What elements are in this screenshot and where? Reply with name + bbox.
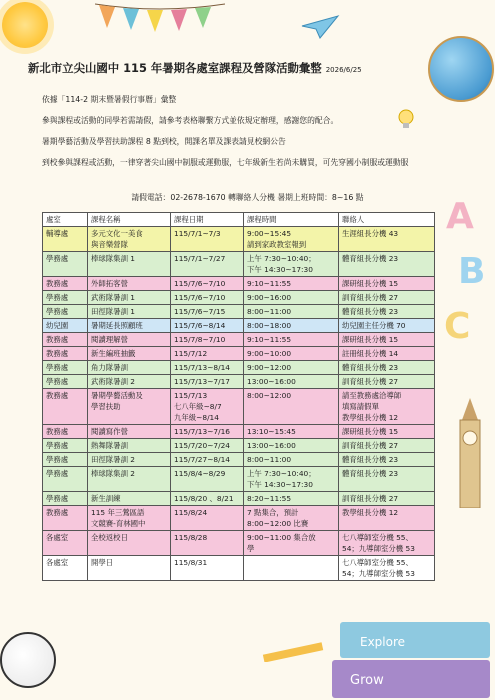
date-cell [171,227,244,252]
cell-line: 9:10~11:55 [247,279,292,288]
date-cell [171,277,244,291]
contact-cell [339,361,435,375]
time-cell [244,506,339,531]
cell-line: 115/7/20~7/24 [174,441,230,450]
contact-cell [339,252,435,277]
time-cell [244,439,339,453]
abc-letters-icon [438,188,495,358]
cell-line: 體育組長分機 23 [342,455,399,464]
cell-line: 閱讀寫作營 [91,427,128,436]
contact-cell [339,319,435,333]
cell-line: 體育組長分機 23 [342,363,399,372]
cell-line: 七八年級~8/7 [174,402,222,411]
table-row [43,319,435,333]
paragraph-leave-notice: 參與課程或活動的同學若需請假，請參考表格聯繫方式並依規定辦理，感謝您的配合。 [42,116,339,125]
contact-cell [339,492,435,506]
office-cell [43,492,88,506]
cell-line: 8:00~18:00 [247,321,292,330]
office-cell [43,291,88,305]
course-cell [88,439,171,453]
contact-cell [339,227,435,252]
cell-line: 與音樂營隊 [91,240,128,249]
office-cell [43,347,88,361]
time-cell [244,291,339,305]
cell-line: 學務處 [46,363,69,372]
header-office: 處室 [43,213,88,227]
cell-line: 下午 14:30~17:30 [247,480,313,489]
time-cell [244,227,339,252]
course-cell [88,291,171,305]
cell-line: 115/7/1~7/27 [174,254,226,263]
date-cell [171,333,244,347]
date-cell [171,319,244,333]
office-cell [43,277,88,291]
course-cell [88,506,171,531]
page-title [28,60,468,76]
office-cell [43,375,88,389]
cell-line: 填寫請假單 [342,402,379,411]
cell-line: 熱舞隊暑訓 [91,441,128,450]
cell-line: 請到家政教室報到 [247,240,307,249]
course-cell [88,305,171,319]
cell-line: 115/8/24 [174,508,208,517]
cell-line: 新生訓練 [91,494,121,503]
time-cell [244,333,339,347]
table-row [43,453,435,467]
time-cell [244,305,339,319]
cell-line: 教學組長分機 12 [342,508,399,517]
cell-line: 115/8/4~8/29 [174,469,226,478]
title-text: 新北市立尖山國中 115 年暑期各處室課程及營隊活動彙整 [28,61,322,75]
course-cell [88,361,171,375]
cell-line: 學務處 [46,455,69,464]
cell-line: 暑期學藝活動及 [91,391,143,400]
course-cell [88,333,171,347]
table-row [43,361,435,375]
cell-line: 各處室 [46,533,69,542]
date-cell [171,252,244,277]
contact-cell [339,333,435,347]
paragraph-uniform: 到校參與課程或活動，一律穿著尖山國中制服或運動服，七年級新生若尚未購買，可先穿國小制服或運動服 [42,158,409,167]
contact-cell [339,439,435,453]
cell-line: 全校返校日 [91,533,128,542]
time-cell [244,492,339,506]
cell-line: 13:00~16:00 [247,377,296,386]
cell-line: 115/7/12 [174,349,208,358]
cell-line: 課研組長分機 15 [342,427,399,436]
time-cell [244,556,339,581]
table-row [43,333,435,347]
cell-line: 7 點集合，預計 [247,508,299,517]
office-cell [43,506,88,531]
cell-line: 教務處 [46,279,69,288]
cell-line: 教學組長分機 12 [342,413,399,422]
cell-line: 訓育組長分機 27 [342,494,399,503]
cell-line: 幼兒園主任分機 70 [342,321,406,330]
cell-line: 七八導師室分機 55、 [342,558,413,567]
cell-line: 學習扶助 [91,402,121,411]
cell-line: 閱讀理解營 [91,335,128,344]
date-cell [171,305,244,319]
cell-line: 115/7/6~7/10 [174,293,226,302]
time-cell [244,375,339,389]
cell-line: 幼兒園 [46,321,69,330]
cell-line: 課研組長分機 15 [342,335,399,344]
table-row [43,467,435,492]
date-cell [171,453,244,467]
cell-line: 115/7/6~7/10 [174,279,226,288]
table-row [43,347,435,361]
cell-line: 輔導處 [46,229,69,238]
cell-line: 115/7/1~7/3 [174,229,221,238]
date-cell [171,531,244,556]
cell-line: 棒球隊集訓 2 [91,469,136,478]
cell-line: 115/7/13~7/16 [174,427,230,436]
contact-cell [339,305,435,319]
contact-cell [339,506,435,531]
office-cell [43,425,88,439]
cell-line: 教務處 [46,508,69,517]
contact-cell [339,556,435,581]
cell-line: 訓育組長分機 27 [342,377,399,386]
time-cell [244,319,339,333]
cell-line: 註冊組長分機 14 [342,349,399,358]
cell-line: 8:00~11:00 [247,307,292,316]
date-cell [171,556,244,581]
course-cell [88,375,171,389]
cell-line: 9:10~11:55 [247,335,292,344]
sun-icon [2,2,48,48]
cell-line: 8:00~12:00 [247,391,292,400]
cell-line: 田徑隊暑訓 2 [91,455,136,464]
cell-line: 田徑隊暑訓 1 [91,307,136,316]
cell-line: 學務處 [46,494,69,503]
cell-line: 體育組長分機 23 [342,469,399,478]
cell-line: 教務處 [46,427,69,436]
contact-cell [339,375,435,389]
office-cell [43,439,88,453]
header-contact: 聯絡人 [339,213,435,227]
course-cell [88,389,171,425]
table-row [43,389,435,425]
cell-line: 上午 7:30~10:40； [247,254,316,263]
cell-line: 文競賽-育林國中 [91,519,146,528]
cell-line: 教務處 [46,391,69,400]
contact-cell [339,425,435,439]
table-row [43,277,435,291]
cell-line: 8:00~11:00 [247,455,292,464]
time-cell [244,425,339,439]
office-cell [43,252,88,277]
date-cell [171,291,244,305]
date-cell [171,347,244,361]
cell-line: 54；九導師室分機 53 [342,569,415,578]
office-cell [43,333,88,347]
cell-line: 學務處 [46,254,69,263]
cell-line: 54；九導師室分機 53 [342,544,415,553]
course-cell [88,425,171,439]
contact-cell [339,467,435,492]
table-row [43,375,435,389]
date-cell [171,506,244,531]
cell-line: 學務處 [46,469,69,478]
table-row [43,252,435,277]
cell-line: 體育組長分機 23 [342,307,399,316]
course-cell [88,277,171,291]
cell-line: 武術隊暑訓 1 [91,293,136,302]
office-cell [43,361,88,375]
course-cell [88,531,171,556]
soccer-ball-icon [0,632,56,688]
cell-line: 訓育組長分機 27 [342,441,399,450]
cell-line: 武術隊暑訓 2 [91,377,136,386]
contact-cell [339,531,435,556]
cell-line: 9:00~11:00 集合放 [247,533,316,542]
cell-line: 九年級~8/14 [174,413,219,422]
date-cell [171,361,244,375]
cell-line: 七八導師室分機 55、 [342,533,413,542]
header-time: 課程時間 [244,213,339,227]
office-cell [43,305,88,319]
contact-cell [339,347,435,361]
table-header-row [43,213,435,227]
office-cell [43,389,88,425]
time-cell [244,361,339,375]
time-cell [244,252,339,277]
cell-line: 9:00~16:00 [247,293,292,302]
cell-line: 暑期延長照顧班 [91,321,143,330]
cell-line: 9:00~12:00 [247,363,292,372]
cell-line: 115/8/28 [174,533,208,542]
table-row [43,492,435,506]
cell-line: 學務處 [46,377,69,386]
time-cell [244,531,339,556]
book-text-explore: Explore [360,635,406,649]
cell-line: 115/7/8~7/10 [174,335,226,344]
table-row [43,305,435,319]
course-cell [88,556,171,581]
paper-plane-icon [300,14,340,40]
course-cell [88,227,171,252]
header-course: 課程名稱 [88,213,171,227]
cell-line: 學 [247,544,255,553]
course-cell [88,492,171,506]
contact-cell [339,453,435,467]
cell-line: 115/7/13~7/17 [174,377,230,386]
cell-line: 115/7/6~7/15 [174,307,226,316]
course-cell [88,319,171,333]
date-cell [171,389,244,425]
office-cell [43,319,88,333]
date-cell [171,439,244,453]
office-cell [43,453,88,467]
schedule-table [42,212,435,581]
cell-line: 外師拓客營 [91,279,128,288]
contact-cell [339,389,435,425]
letter-a: A [446,196,474,237]
date-cell [171,492,244,506]
cell-line: 8:00~12:00 比賽 [247,519,309,528]
cell-line: 115/8/31 [174,558,208,567]
cell-line: 115/7/13 [174,391,208,400]
date-cell [171,467,244,492]
cell-line: 13:00~16:00 [247,441,296,450]
course-cell [88,252,171,277]
table-row [43,291,435,305]
paragraph-arrival-time: 暑期學藝活動及學習扶助課程 8 點到校，開課名單及課表請見校網公告 [42,137,286,146]
cell-line: 學務處 [46,441,69,450]
clock-tower-icon [448,398,492,508]
cell-line: 課研組長分機 15 [342,279,399,288]
contact-info: 請假電話：02-2678-1670 轉聯絡人分機 暑期上班時間：8~16 點 [131,193,364,202]
cell-line: 上午 7:30~10:40； [247,469,316,478]
cell-line: 棒球隊集訓 1 [91,254,136,263]
table-row [43,227,435,252]
office-cell [43,227,88,252]
pencil-icon [255,642,335,662]
table-row [43,425,435,439]
time-cell [244,453,339,467]
office-cell [43,556,88,581]
contact-cell [339,277,435,291]
cell-line: 請至教務處洽導師 [342,391,402,400]
bunting-icon [95,0,225,40]
time-cell [244,347,339,361]
cell-line: 體育組長分機 23 [342,254,399,263]
letter-b: B [458,251,486,292]
cell-line: 13:10~15:45 [247,427,296,436]
date-cell [171,375,244,389]
header-date: 課程日期 [171,213,244,227]
course-cell [88,347,171,361]
course-cell [88,467,171,492]
cell-line: 學務處 [46,293,69,302]
paragraph-basis: 依據「114-2 期末暨暑假行事曆」彙整 [42,95,177,104]
cell-line: 生涯組長分機 43 [342,229,399,238]
time-cell [244,467,339,492]
table-row [43,506,435,531]
table-row [43,556,435,581]
time-cell [244,277,339,291]
office-cell [43,531,88,556]
office-cell [43,467,88,492]
course-cell [88,453,171,467]
cell-line: 各處室 [46,558,69,567]
cell-line: 開學日 [91,558,114,567]
cell-line: 下午 14:30~17:30 [247,265,313,274]
cell-line: 教務處 [46,335,69,344]
cell-line: 新生編班抽籤 [91,349,136,358]
contact-cell [339,291,435,305]
time-cell [244,389,339,425]
cell-line: 8:20~11:55 [247,494,292,503]
cell-line: 教務處 [46,349,69,358]
cell-line: 115/7/13~8/14 [174,363,230,372]
title-date: 2026/6/25 [325,66,362,74]
book-text-grow: Grow [350,673,384,688]
letter-c: C [444,306,471,347]
cell-line: 115 年三鶯區語 [91,508,145,517]
cell-line: 訓育組長分機 27 [342,293,399,302]
cell-line: 115/8/20 、8/21 [174,494,234,503]
cell-line: 9:00~10:00 [247,349,292,358]
cell-line: 角力隊暑訓 [91,363,128,372]
date-cell [171,425,244,439]
cell-line: 9:00~15:45 [247,229,292,238]
table-row [43,439,435,453]
cell-line: 115/7/6~8/14 [174,321,226,330]
cell-line: 多元文化一美食 [91,229,143,238]
cell-line: 學務處 [46,307,69,316]
book-icon [330,612,492,700]
cell-line: 115/7/27~8/14 [174,455,230,464]
table-row [43,531,435,556]
